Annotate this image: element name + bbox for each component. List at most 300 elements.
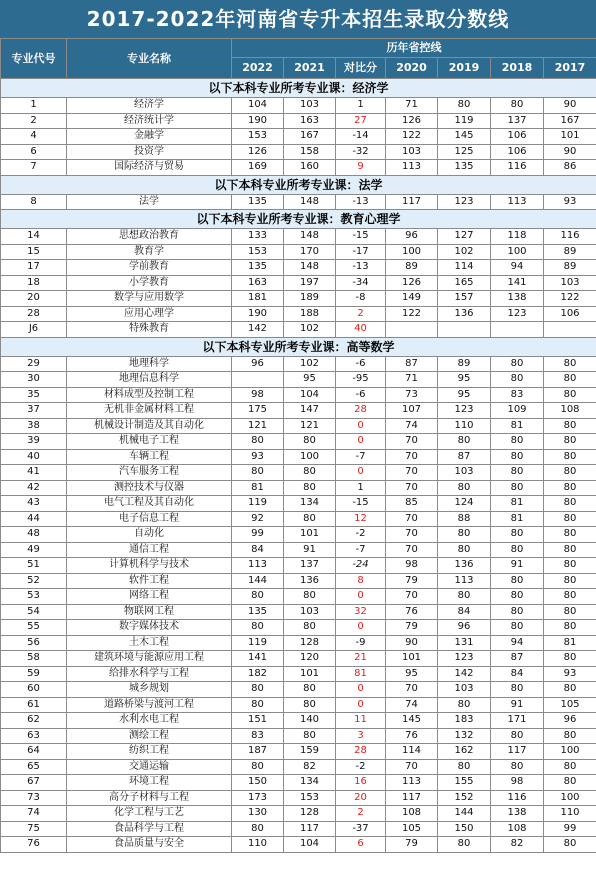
cell-name: 地理科学	[67, 356, 232, 372]
cell-diff: 3	[336, 728, 386, 744]
table-row	[1, 620, 596, 636]
cell-code: 35	[1, 387, 67, 403]
cell-code: 38	[1, 418, 67, 434]
cell-score: 87	[438, 449, 491, 465]
cell-score: 140	[284, 713, 336, 729]
cell-name: 无机非金属材料工程	[67, 403, 232, 419]
cell-score: 80	[438, 480, 491, 496]
cell-score: 114	[438, 260, 491, 276]
cell-diff: 16	[336, 775, 386, 791]
cell-name: 测控技术与仪器	[67, 480, 232, 496]
cell-score: 158	[284, 144, 336, 160]
cell-score: 100	[386, 244, 438, 260]
cell-name: 经济学	[67, 98, 232, 114]
cell-code: 41	[1, 465, 67, 481]
cell-code: 28	[1, 306, 67, 322]
cell-score: 89	[544, 244, 596, 260]
cell-score: 104	[284, 387, 336, 403]
cell-score: 79	[386, 620, 438, 636]
cell-score: 181	[232, 291, 284, 307]
cell-score: 110	[232, 837, 284, 853]
cell-name: 食品科学与工程	[67, 821, 232, 837]
table-row	[1, 244, 596, 260]
cell-score: 80	[438, 759, 491, 775]
table-row	[1, 744, 596, 760]
cell-score: 88	[438, 511, 491, 527]
header-year: 2020	[386, 58, 438, 79]
table-row	[1, 160, 596, 176]
cell-name: 小学教育	[67, 275, 232, 291]
cell-score: 93	[544, 194, 596, 210]
cell-score: 119	[438, 113, 491, 129]
cell-score: 137	[491, 113, 544, 129]
cell-score: 141	[491, 275, 544, 291]
cell-diff: -8	[336, 291, 386, 307]
cell-score: 147	[284, 403, 336, 419]
cell-score: 104	[232, 98, 284, 114]
table-row	[1, 129, 596, 145]
cell-name: 土木工程	[67, 635, 232, 651]
cell-code: 48	[1, 527, 67, 543]
cell-diff: 6	[336, 837, 386, 853]
cell-score: 95	[438, 372, 491, 388]
cell-diff: -6	[336, 387, 386, 403]
header-group: 历年省控线	[232, 39, 596, 58]
cell-score: 76	[386, 728, 438, 744]
cell-score: 80	[544, 511, 596, 527]
cell-name: 金融学	[67, 129, 232, 145]
cell-score	[544, 322, 596, 338]
cell-score: 70	[386, 449, 438, 465]
cell-score: 80	[544, 387, 596, 403]
cell-score: 80	[438, 434, 491, 450]
section-title: 以下本科专业所考专业课：法学	[1, 175, 596, 194]
cell-score: 96	[438, 620, 491, 636]
cell-score: 100	[544, 790, 596, 806]
cell-score: 145	[386, 713, 438, 729]
cell-score: 107	[386, 403, 438, 419]
cell-diff: 8	[336, 573, 386, 589]
cell-score: 108	[386, 806, 438, 822]
cell-diff: 0	[336, 620, 386, 636]
cell-diff: 28	[336, 744, 386, 760]
cell-score: 80	[491, 759, 544, 775]
cell-diff: 2	[336, 806, 386, 822]
cell-code: 8	[1, 194, 67, 210]
header-year: 对比分	[336, 58, 386, 79]
table-row	[1, 775, 596, 791]
table-row	[1, 113, 596, 129]
cell-diff: -14	[336, 129, 386, 145]
cell-score: 80	[232, 620, 284, 636]
cell-score: 126	[232, 144, 284, 160]
cell-diff: 28	[336, 403, 386, 419]
cell-diff: 9	[336, 160, 386, 176]
cell-name: 投资学	[67, 144, 232, 160]
cell-score: 80	[544, 372, 596, 388]
cell-score: 80	[232, 589, 284, 605]
cell-score: 123	[438, 403, 491, 419]
cell-score: 123	[438, 651, 491, 667]
cell-score: 134	[284, 496, 336, 512]
cell-score: 71	[386, 98, 438, 114]
cell-score: 119	[232, 635, 284, 651]
cell-score: 80	[284, 511, 336, 527]
cell-score: 90	[544, 144, 596, 160]
cell-score: 151	[232, 713, 284, 729]
cell-score: 113	[232, 558, 284, 574]
cell-score: 117	[491, 744, 544, 760]
cell-score: 100	[491, 244, 544, 260]
cell-score: 80	[544, 418, 596, 434]
cell-score: 80	[544, 604, 596, 620]
cell-diff: 27	[336, 113, 386, 129]
cell-score: 70	[386, 434, 438, 450]
cell-score: 190	[232, 306, 284, 322]
cell-score: 80	[491, 604, 544, 620]
cell-score: 101	[386, 651, 438, 667]
cell-score: 101	[284, 666, 336, 682]
cell-name: 建筑环境与能源应用工程	[67, 651, 232, 667]
cell-score: 98	[491, 775, 544, 791]
section-header	[1, 175, 596, 194]
cell-score: 142	[438, 666, 491, 682]
cell-score: 131	[438, 635, 491, 651]
cell-code: 56	[1, 635, 67, 651]
cell-score: 92	[232, 511, 284, 527]
cell-code: 42	[1, 480, 67, 496]
cell-score: 116	[544, 229, 596, 245]
cell-score: 80	[491, 356, 544, 372]
cell-score: 70	[386, 465, 438, 481]
cell-score: 81	[544, 635, 596, 651]
cell-score: 89	[386, 260, 438, 276]
cell-score: 120	[284, 651, 336, 667]
cell-score: 70	[386, 511, 438, 527]
cell-score: 190	[232, 113, 284, 129]
cell-score: 80	[544, 496, 596, 512]
cell-score: 76	[386, 604, 438, 620]
cell-code: 40	[1, 449, 67, 465]
cell-score: 93	[232, 449, 284, 465]
cell-score: 79	[386, 837, 438, 853]
table-row	[1, 635, 596, 651]
cell-score: 114	[386, 744, 438, 760]
cell-score: 80	[284, 480, 336, 496]
table-row	[1, 229, 596, 245]
cell-diff: 1	[336, 98, 386, 114]
cell-score: 105	[544, 697, 596, 713]
cell-diff: 0	[336, 465, 386, 481]
cell-score: 142	[232, 322, 284, 338]
cell-code: 30	[1, 372, 67, 388]
table-row	[1, 465, 596, 481]
cell-score: 80	[438, 589, 491, 605]
cell-score: 150	[232, 775, 284, 791]
cell-score: 80	[544, 589, 596, 605]
cell-name: 测绘工程	[67, 728, 232, 744]
cell-score: 70	[386, 542, 438, 558]
cell-score: 80	[544, 682, 596, 698]
cell-score: 106	[491, 129, 544, 145]
cell-diff: 0	[336, 697, 386, 713]
cell-score: 167	[284, 129, 336, 145]
cell-diff: 81	[336, 666, 386, 682]
cell-diff: -34	[336, 275, 386, 291]
cell-score: 70	[386, 480, 438, 496]
cell-score: 128	[284, 635, 336, 651]
cell-score: 80	[438, 697, 491, 713]
cell-score: 82	[491, 837, 544, 853]
cell-score: 117	[284, 821, 336, 837]
cell-score: 123	[491, 306, 544, 322]
cell-score: 80	[544, 449, 596, 465]
table-row	[1, 418, 596, 434]
cell-score: 80	[232, 697, 284, 713]
cell-score: 119	[232, 496, 284, 512]
cell-score: 126	[386, 275, 438, 291]
cell-code: 49	[1, 542, 67, 558]
cell-name: 给排水科学与工程	[67, 666, 232, 682]
cell-score: 83	[232, 728, 284, 744]
cell-code: 1	[1, 98, 67, 114]
cell-score: 96	[232, 356, 284, 372]
cell-score: 102	[284, 322, 336, 338]
table-row	[1, 372, 596, 388]
cell-name: 纺织工程	[67, 744, 232, 760]
cell-score: 93	[544, 666, 596, 682]
cell-score: 70	[386, 682, 438, 698]
cell-score: 80	[491, 589, 544, 605]
cell-name: 国际经济与贸易	[67, 160, 232, 176]
cell-code: 7	[1, 160, 67, 176]
cell-score: 80	[491, 682, 544, 698]
cell-code: 58	[1, 651, 67, 667]
section-header	[1, 210, 596, 229]
cell-score: 134	[284, 775, 336, 791]
cell-score: 83	[491, 387, 544, 403]
cell-score: 141	[232, 651, 284, 667]
cell-score: 80	[284, 728, 336, 744]
cell-code: 44	[1, 511, 67, 527]
cell-score: 116	[491, 160, 544, 176]
cell-diff: 32	[336, 604, 386, 620]
cell-code: 67	[1, 775, 67, 791]
cell-score: 110	[438, 418, 491, 434]
cell-code: 64	[1, 744, 67, 760]
cell-score: 144	[438, 806, 491, 822]
cell-score: 80	[438, 527, 491, 543]
cell-diff: -15	[336, 229, 386, 245]
cell-score: 165	[438, 275, 491, 291]
cell-score: 80	[491, 728, 544, 744]
cell-score: 121	[284, 418, 336, 434]
cell-score: 183	[438, 713, 491, 729]
cell-score: 170	[284, 244, 336, 260]
cell-diff: -7	[336, 449, 386, 465]
cell-score: 128	[284, 806, 336, 822]
cell-score: 105	[386, 821, 438, 837]
cell-code: 15	[1, 244, 67, 260]
cell-code: 4	[1, 129, 67, 145]
cell-diff: -2	[336, 527, 386, 543]
cell-score: 95	[386, 666, 438, 682]
cell-name: 电气工程及其自动化	[67, 496, 232, 512]
table-row	[1, 527, 596, 543]
cell-score: 94	[491, 635, 544, 651]
cell-score: 123	[438, 194, 491, 210]
cell-score: 80	[491, 480, 544, 496]
cell-score: 197	[284, 275, 336, 291]
header-year: 2018	[491, 58, 544, 79]
cell-code: 14	[1, 229, 67, 245]
cell-name: 数学与应用数学	[67, 291, 232, 307]
cell-score: 148	[284, 229, 336, 245]
cell-score: 152	[438, 790, 491, 806]
cell-name: 材料成型及控制工程	[67, 387, 232, 403]
cell-score: 80	[284, 589, 336, 605]
table-row	[1, 496, 596, 512]
cell-code: 61	[1, 697, 67, 713]
cell-code: 37	[1, 403, 67, 419]
cell-name: 自动化	[67, 527, 232, 543]
cell-score: 89	[438, 356, 491, 372]
cell-score: 85	[386, 496, 438, 512]
table-row	[1, 98, 596, 114]
cell-score: 80	[284, 697, 336, 713]
cell-code: 6	[1, 144, 67, 160]
cell-name: 应用心理学	[67, 306, 232, 322]
cell-score: 148	[284, 260, 336, 276]
cell-score: 80	[491, 573, 544, 589]
cell-score: 153	[232, 129, 284, 145]
cell-code: 74	[1, 806, 67, 822]
cell-score: 73	[386, 387, 438, 403]
cell-name: 食品质量与安全	[67, 837, 232, 853]
cell-score: 80	[544, 620, 596, 636]
cell-code: 43	[1, 496, 67, 512]
cell-diff: -32	[336, 144, 386, 160]
cell-score: 79	[386, 573, 438, 589]
cell-score: 126	[386, 113, 438, 129]
cell-score: 145	[438, 129, 491, 145]
cell-score: 74	[386, 697, 438, 713]
cell-score: 159	[284, 744, 336, 760]
cell-name: 数字媒体技术	[67, 620, 232, 636]
cell-score: 80	[544, 728, 596, 744]
table-row	[1, 306, 596, 322]
cell-score: 137	[284, 558, 336, 574]
cell-score: 136	[438, 558, 491, 574]
cell-name: 学前教育	[67, 260, 232, 276]
cell-score: 103	[386, 144, 438, 160]
cell-score: 81	[491, 418, 544, 434]
cell-score: 103	[544, 275, 596, 291]
cell-score: 80	[544, 651, 596, 667]
cell-diff: 0	[336, 434, 386, 450]
cell-name: 交通运输	[67, 759, 232, 775]
cell-code: 60	[1, 682, 67, 698]
cell-score: 80	[544, 573, 596, 589]
table-row	[1, 511, 596, 527]
cell-name: 电子信息工程	[67, 511, 232, 527]
cell-name: 机械电子工程	[67, 434, 232, 450]
cell-score: 136	[284, 573, 336, 589]
cell-name: 教育学	[67, 244, 232, 260]
cell-code: 51	[1, 558, 67, 574]
cell-name: 车辆工程	[67, 449, 232, 465]
cell-score: 80	[544, 356, 596, 372]
cell-score: 108	[491, 821, 544, 837]
cell-score: 188	[284, 306, 336, 322]
cell-score: 122	[386, 306, 438, 322]
cell-diff: -13	[336, 260, 386, 276]
cell-diff: -7	[336, 542, 386, 558]
table-row	[1, 542, 596, 558]
cell-code: 2	[1, 113, 67, 129]
cell-name: 机械设计制造及其自动化	[67, 418, 232, 434]
cell-name: 城乡规划	[67, 682, 232, 698]
cell-score: 187	[232, 744, 284, 760]
cell-name: 物联网工程	[67, 604, 232, 620]
cell-diff: 21	[336, 651, 386, 667]
cell-name: 经济统计学	[67, 113, 232, 129]
cell-score: 135	[438, 160, 491, 176]
header-year: 2021	[284, 58, 336, 79]
cell-score: 74	[386, 418, 438, 434]
cell-score: 80	[438, 542, 491, 558]
cell-score: 182	[232, 666, 284, 682]
cell-score: 80	[491, 465, 544, 481]
cell-score: 106	[491, 144, 544, 160]
cell-score: 148	[284, 194, 336, 210]
cell-diff: -24	[336, 558, 386, 574]
section-title: 以下本科专业所考专业课：教育心理学	[1, 210, 596, 229]
cell-score: 109	[491, 403, 544, 419]
cell-score: 117	[386, 790, 438, 806]
cell-score: 175	[232, 403, 284, 419]
cell-score: 96	[386, 229, 438, 245]
cell-name: 通信工程	[67, 542, 232, 558]
cell-score: 90	[544, 98, 596, 114]
cell-score: 125	[438, 144, 491, 160]
cell-score: 106	[544, 306, 596, 322]
cell-score: 80	[232, 682, 284, 698]
table-row	[1, 759, 596, 775]
cell-diff: 0	[336, 589, 386, 605]
cell-score: 155	[438, 775, 491, 791]
cell-score: 121	[232, 418, 284, 434]
cell-score: 124	[438, 496, 491, 512]
cell-score: 89	[544, 260, 596, 276]
cell-score: 84	[232, 542, 284, 558]
cell-score: 138	[491, 806, 544, 822]
cell-score: 91	[491, 697, 544, 713]
table-row	[1, 260, 596, 276]
cell-score: 102	[284, 356, 336, 372]
cell-score: 80	[544, 465, 596, 481]
cell-score: 169	[232, 160, 284, 176]
cell-score: 122	[386, 129, 438, 145]
cell-score: 98	[232, 387, 284, 403]
cell-name: 法学	[67, 194, 232, 210]
table-row	[1, 194, 596, 210]
cell-diff: -95	[336, 372, 386, 388]
cell-name: 水利水电工程	[67, 713, 232, 729]
cell-score: 95	[438, 387, 491, 403]
cell-score: 163	[232, 275, 284, 291]
cell-score: 162	[438, 744, 491, 760]
